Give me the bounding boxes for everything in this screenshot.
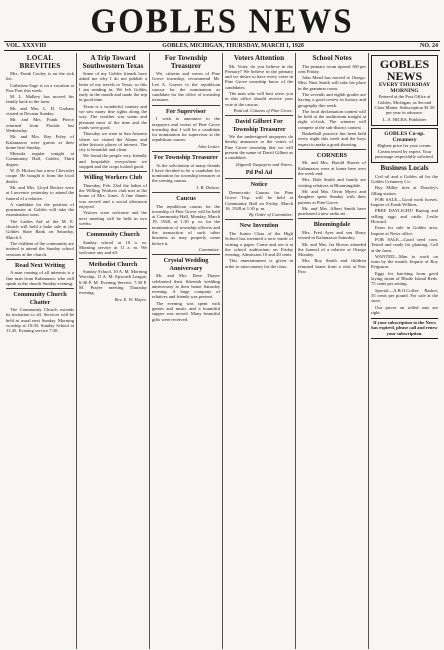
column-5 — [296, 53, 369, 649]
classified: FREE DAYLIGHT! Buying and selling eggs and cattle. Leslie Howard. — [371, 208, 438, 225]
brevity: W. D. Hickox has a new Chevrolet coupe. He bought it from the local dealer. — [6, 168, 74, 184]
article-heading: Pd Pol Ad — [245, 168, 273, 176]
signature: Rev. E. W. Hayes. — [114, 296, 147, 302]
brevity: The children of the community are invited to attend the Sunday school sessions at the church. — [6, 240, 74, 257]
article-text: The local declamation contest will be held at the auditorium tonight at eight o'clock. The winners will compete at the sub-district contest. — [298, 108, 366, 130]
signature: By Order of Committee. — [249, 212, 293, 218]
brevity: Catherine Sage is on a vacation at Paw Paw this week. — [6, 82, 74, 93]
article-text: Mr. and Mrs. Dave Thayer celebrated their fifteenth wedding anniversary at their home Saturday evening. A large company of relatives and friends was present. — [152, 273, 220, 300]
place-date: GOBLES, MICHIGAN, THURSDAY, MARCH 1, 1928 — [162, 43, 304, 49]
article-text: The seventh and eighth grades are having a good review in history and geography this week. — [298, 91, 366, 108]
article-heading: School Notes — [312, 54, 352, 62]
article-heading: Caucus — [176, 195, 196, 203]
article-heading: David Gilbert For Township Treasurer — [232, 118, 286, 133]
box-title: GOBLES NEWS — [379, 57, 430, 83]
divider — [152, 151, 220, 152]
article-heading: Willing Workers Club — [83, 174, 143, 182]
brevity: Mr. and Mrs. Ray Foley of Kalamazoo were guests at their home here Sunday. — [6, 134, 74, 150]
brevity: Mr. and Mrs. L. D. Graham visited in Decatur Sunday. — [6, 105, 74, 117]
divider — [298, 149, 366, 150]
divider — [225, 115, 293, 116]
box-text: Entered at the Post Office at Gobles, Michigan, as Second Class Matter. Subscription $1.50 per year in advance. — [374, 94, 435, 116]
classified: Farm for sale in Gobles area. Inquire at News office. — [371, 225, 438, 236]
brevity: Mineola regular tonight at Community Hall, Gobles, Third degree. — [6, 151, 74, 167]
article-heading: Community Church — [86, 231, 140, 239]
article-text: Mr. and Mrs. Ira Brown attended the funeral of a relative at Otsego Monday. — [298, 241, 366, 258]
article-heading: Notice — [250, 181, 268, 189]
article-text: John Mead has moved to Otsego. Miss Nina Smith will take his place in the grammar room. — [298, 75, 366, 91]
article-text: We, citizens and voters of Pine Grove township, recommend Mr. Lee A. Graves to the republican caucus for the nomination as candidate for the office of township treasurer. — [152, 71, 220, 103]
article-text: Sunday School, 10 A. M. Morning Worship, 11 A. M. Epworth League, 6:30 P. M. Evening Service, 7:30 P. M. Prayer meeting Thursday evening. — [79, 269, 147, 296]
article-text: At the solicitation of many friends I have decided to be a candidate for nomination for township treasurer at the coming caucus. — [152, 162, 220, 184]
brevity: Mr. and Mrs. Frank Pierce returned from Florida last Wednesday. — [6, 117, 74, 133]
article-text: Democratic Caucus for Pine Grove Twp. will be held at Community Hall on Friday, March 16, 1928 at 1:30 p. m. — [225, 189, 293, 211]
article-text: Some of my Gobles friends have asked me why I do not publish a letter of my travels to Texas, so this I am sending in. We left Gobles early in the month and made the trip in good time. — [79, 71, 147, 103]
article-text: The evening was spent with games and music and a bountiful supper was served. Many beautiful gifts were received. — [152, 300, 220, 322]
ad-text: Highest price for your cream. Cream tested by expert. Your patronage respectfully solicited. — [375, 143, 434, 159]
divider — [6, 259, 74, 260]
article-text: Basketball practice has been held every night this week and the boys expect to make a good showing. — [298, 131, 366, 147]
article-heading: Crystal Wedding Anniversary — [163, 257, 209, 272]
classified: WANTED—Man to work on farm by the month. Inquire of Roy Ferguson. — [371, 253, 438, 270]
divider — [152, 105, 220, 106]
masthead — [4, 3, 440, 41]
column-2 — [77, 53, 150, 649]
article-heading: CORNERS — [316, 151, 348, 159]
subscription-notice — [371, 318, 438, 339]
classified: Cod oil and a Gobles ad for the Gobles Creamery Co. — [371, 173, 438, 184]
brevity: The Ladies Aid of the M. E. church will hold a bake sale at the Gobles State Bank on Saturday, March 3. — [6, 218, 74, 240]
signature: J. B. Dolson. — [196, 184, 220, 190]
article-text: A man coming of all interests is a fine man from Kalamazoo who will speak at the church Sunday evening. — [6, 270, 74, 286]
divider — [225, 219, 293, 220]
classified: Special—A.B.O.Coffee Basket, 35 cents per pound. For sale at the store. — [371, 287, 438, 304]
divider — [79, 258, 147, 259]
divider — [79, 171, 147, 172]
brevity: Mrs. Frank Cooley is on the sick list. — [6, 71, 74, 82]
divider — [225, 178, 293, 179]
divider — [298, 218, 366, 219]
article-heading: For Township Treasurer — [164, 54, 208, 70]
article-text: The republican caucus for the township of Pine Grove will be held at Community Hall, Monday, March 19, 1928, at 1:30 p. m. for the nomination of township officers and the transaction of such other business as may properly come before it. — [152, 203, 220, 246]
column-6 — [369, 53, 440, 649]
article-heading: Methodist Church — [88, 260, 138, 268]
article-text: Mr. and Mrs. Harold Shaver of Kalamazoo were at home here over the week end. — [298, 160, 366, 177]
article-text: The Community Church extends its invitation to all. Services will be held as usual next Sunday. Morning worship at 10:30, Sunday School at 11:45. Evening service 7:30. — [6, 307, 74, 334]
article-text: Visitors were welcome and the next meeting will be held in two weeks. — [79, 210, 147, 226]
article-text: Mr. and Mrs. Orrin Myers and daughter spent Sunday with their parents at Pine Grove. — [298, 188, 366, 205]
notice-text: If your subscription to the News has expired, please call and renew your subscription. — [371, 320, 438, 336]
article-text: Thursday we were in San Antonio where we visited the Alamo and other historic places of interest. The city is beautiful and clean. — [79, 131, 147, 153]
classified: Buy Miller tires at Doorley's filling station. — [371, 185, 438, 196]
article-heading: A Trip Toward Southwestern Texas — [82, 54, 144, 70]
classified: Our prices on rolled oats are right. — [371, 304, 438, 315]
article-heading: Voters Attention — [233, 54, 285, 62]
article-text: Mrs. Fred Ayer and son Harry visited in Kalamazoo Saturday. — [298, 229, 366, 241]
divider — [79, 228, 147, 229]
article-text: This entertainment is given in order to raise money for the class. — [225, 258, 293, 269]
article-text: Mr. and Mrs. Albert Smith have purchased a new radio set. — [298, 205, 366, 217]
box-subtitle: EVERY THURSDAY MORNING — [378, 82, 431, 95]
article-heading: For Supervisor — [166, 107, 206, 115]
article-text: I wish to announce to the taxpayers and voters of Pine Grove township that I will be a candidate for nomination for supervisor at the republican caucus. — [152, 116, 220, 143]
signature: Paid ad. Citizens of Pine Grove. — [233, 107, 293, 113]
classified: Eggs for hatching from good laying strain of Rhode Island Reds. 75 cents per setting. — [371, 270, 438, 287]
signature: (Signed) Taxpayers and Voters. — [235, 161, 293, 167]
dateline — [4, 41, 440, 51]
creamery-ad — [371, 128, 438, 163]
article-text: Mr. Voter, do you believe in the Primary? We believe in the primary and we desire to have every voter in Pine Grove township know of the candidates. — [225, 63, 293, 90]
article-heading: New Invention — [239, 222, 279, 230]
classified: FOR SALE—Good seed corn. Tested and ready for planting. Call at the farm. — [371, 236, 438, 253]
article-text: We the undersigned taxpayers do hereby announce to the voters of Pine Grove township that we will present the name of David Gilbert as a candidate. — [225, 134, 293, 161]
volume-label: VOL. XXXVIII — [6, 43, 47, 49]
article-heading: Bloomingdale — [313, 221, 351, 229]
brevity: M. L. Mallery has moved his family back to the farm. — [6, 94, 74, 105]
newspaper-title: GOBLES NEWS — [90, 3, 354, 41]
article-text: Mrs. Dale Smith and family are visiting relatives at Bloomingdale. — [298, 177, 366, 188]
column-4 — [223, 53, 296, 649]
signature: Committee. — [198, 246, 220, 252]
article-text: Sunday school at 10 a. m. Morning service at 11 a. m. We welcome any and all. — [79, 239, 147, 256]
column-3 — [150, 53, 223, 649]
brevity: Mr. and Mrs. Lloyd Becker were at Lawrence yesterday to attend the funeral of a relative. — [6, 184, 74, 201]
divider — [6, 288, 74, 289]
signature: John Lester. — [197, 143, 220, 149]
box-signature: L. S. HICKS, Publisher — [382, 116, 427, 122]
article-heading: Community Church Chatter — [13, 291, 67, 306]
classified: FOR SALE—Good work horses. Inquire of Frank Wilkins. — [371, 196, 438, 208]
brevity: A candidate for the position of postmaster at Gobles will take the examination soon. — [6, 201, 74, 218]
columns — [4, 53, 440, 649]
issue-number: NO. 24 — [419, 43, 438, 49]
divider — [152, 254, 220, 255]
column-1 — [4, 53, 77, 649]
article-text: The Junior Class of the High School has invented a new mode of writing a paper. Come and see it at the school auditorium on Friday evening. Admission 10 and 20 cents. — [225, 230, 293, 258]
article-text: Thursday, Feb. 23rd the ladies of the Willing Workers club met at the home of Mrs. Jones. A fine dinner was served and a social afternoon enjoyed. — [79, 182, 147, 210]
article-heading: Read Next Writing — [15, 261, 65, 269]
article-text: We found the people very friendly and hospitable everywhere we stopped and the crops looked good. — [79, 153, 147, 170]
section-heading: LOCAL BREVITIES — [19, 54, 61, 70]
article-text: The man who will best serve you in this office should receive your vote at the caucus. — [225, 90, 293, 107]
section-heading: Business Locals — [380, 164, 429, 173]
article-text: The primary room tiptoed 100 per cent Friday. — [298, 63, 366, 74]
ad-title: GOBLES Co-op. Creamery — [384, 130, 425, 144]
article-heading: For Township Treasurer — [153, 154, 219, 162]
masthead-box — [371, 55, 438, 126]
article-text: Mrs. Roy Smith and children returned home from a visit at Paw Paw. — [298, 258, 366, 274]
article-text: Texas is a wonderful country and we saw many fine sights along the way. The weather was warm and pleasant most of the time and the roads were good. — [79, 103, 147, 130]
divider — [152, 192, 220, 193]
